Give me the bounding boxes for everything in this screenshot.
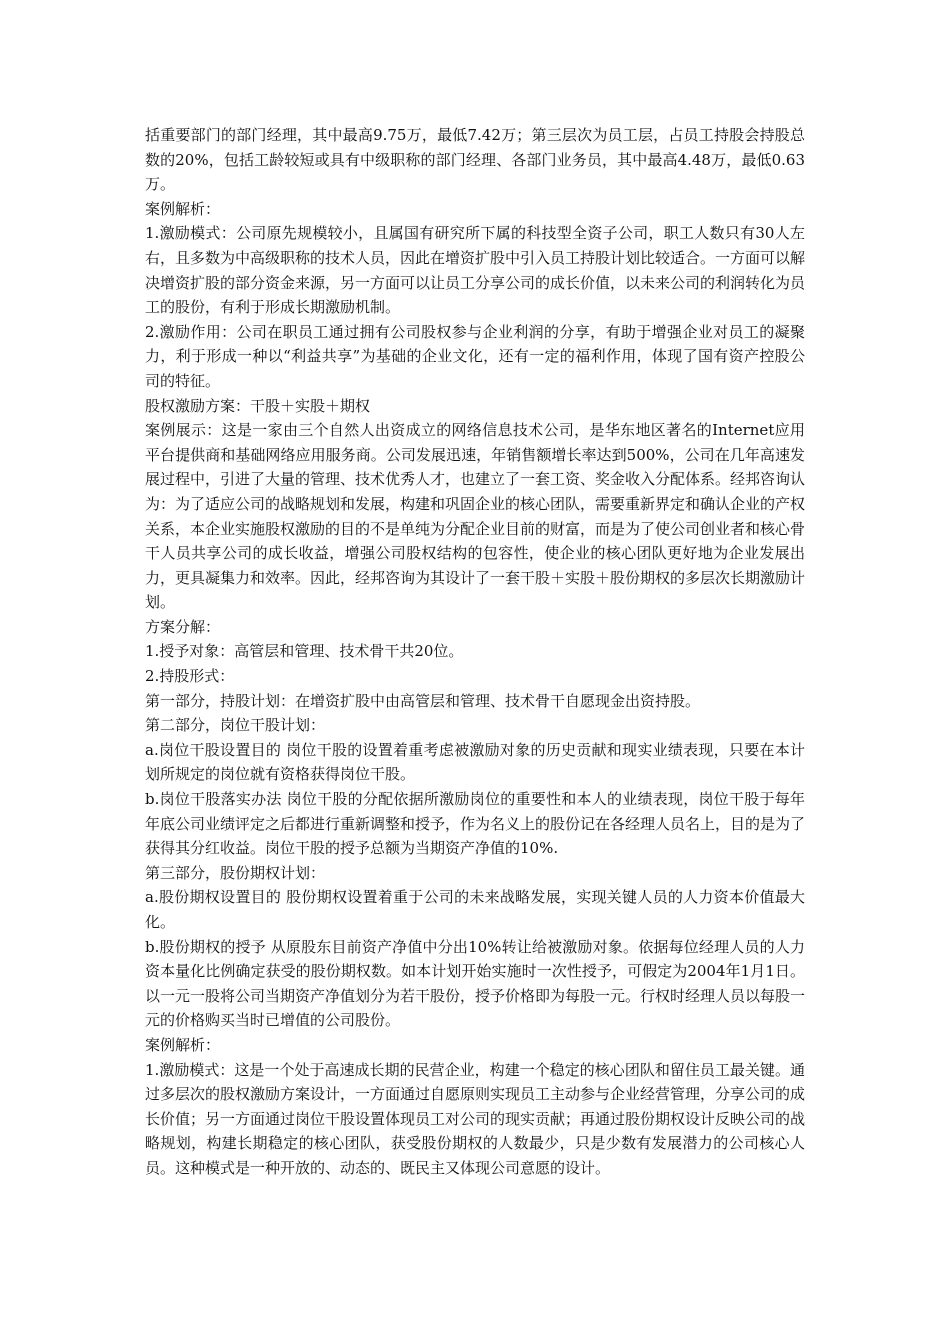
paragraph-heading-case-analysis-2: 案例解析： (145, 1035, 221, 1054)
paragraph-part-two: 第二部分，岗位干股计划： (145, 716, 326, 735)
paragraph-incentive-effect: 2.激励作用：公司在职员工通过拥有公司股权参与企业利润的分享，有助于增强企业对员工的凝聚力，利于形成一种以“利益共享”为基础的企业文化，还有一定的福利作用，体现了国有资产控股公司的特征。 (145, 322, 805, 390)
paragraph-part-two-a: a.岗位干股设置目的 岗位干股的设置着重考虑被激励对象的历史贡献和现实业绩表现，只要在本计划所规定的岗位就有资格获得岗位干股。 (145, 740, 805, 784)
paragraph-grant-target: 1.授予对象：高管层和管理、技术骨干共20位。 (145, 642, 464, 661)
paragraph-part-three-a: a.股份期权设置目的 股份期权设置着重于公司的未来战略发展，实现关键人员的人力资本价值最大化。 (145, 888, 805, 931)
paragraph-heading-plan-breakdown: 方案分解： (145, 617, 221, 636)
paragraph-heading-case-analysis: 案例解析： (145, 199, 221, 218)
paragraph-continuation: 括重要部门的部门经理，其中最高9.75万，最低7.42万；第三层次为员工层，占员工持股会持股总数的20%，包括工龄较短或具有中级职称的部门经理、各部门业务员，其中最高4.48万，最低0.63万。 (145, 126, 805, 194)
paragraph-incentive-mode-2: 1.激励模式：这是一个处于高速成长期的民营企业，构建一个稳定的核心团队和留住员工最关键。通过多层次的股权激励方案设计，一方面通过自愿原则实现员工主动参与企业经营管理，分享公司的成长价值；另一方面通过岗位干股设置体现员工对公司的现实贡献；再通过股份期权设计反映公司的战略规划，构建长期稳定的核心团队，获受股份期权的人数最少，只是少数有发展潜力的公司核心人员。这种模式是一种开放的、动态的、既民主又体现公司意愿的设计。 (145, 1060, 806, 1177)
paragraph-part-three-b: b.股份期权的授予 从原股东目前资产净值中分出10%转让给被激励对象。依据每位经理人员的人力资本量化比例确定获受的股份期权数。如本计划开始实施时一次性授予，可假定为2004年1月1日。以一元一股将公司当期资产净值划分为若干股份，授予价格即为每股一元。行权时经理人员以每股一元的价格购买当时已增值的公司股份。 (145, 937, 806, 1030)
paragraph-case-display: 案例展示：这是一家由三个自然人出资成立的网络信息技术公司，是华东地区著名的Internet应用平台提供商和基础网络应用服务商。公司发展迅速，年销售额增长率达到500%，公司在几年高速发展过程中，引进了大量的管理、技术优秀人才，也建立了一套工资、奖金收入分配体系。经邦咨询认为：为了适应公司的战略规划和发展，构建和巩固企业的核心团队，需要重新界定和确认企业的产权关系，本企业实施股权激励的目的不是单纯为分配企业目前的财富，而是为了使公司创业者和核心骨干人员共享公司的成长收益，增强公司股权结构的包容性，使企业的核心团队更好地为企业发展出力，更具凝集力和效率。因此，经邦咨询为其设计了一套干股＋实股＋股份期权的多层次长期激励计划。 (145, 421, 806, 612)
paragraph-part-two-b: b.岗位干股落实办法 岗位干股的分配依据所激励岗位的重要性和本人的业绩表现，岗位干股于每年年底公司业绩评定之后都进行重新调整和授予，作为名义上的股份记在各经理人员名上，目的是为了获得其分红收益。岗位干股的授予总额为当期资产净值的10%. (145, 790, 806, 858)
paragraph-part-three: 第三部分，股份期权计划： (145, 863, 326, 882)
paragraph-heading-equity-plan: 股权激励方案：干股＋实股＋期权 (145, 396, 371, 415)
paragraph-holding-form: 2.持股形式： (145, 667, 235, 686)
paragraph-part-one: 第一部分，持股计划：在增资扩股中由高管层和管理、技术骨干自愿现金出资持股。 (145, 691, 701, 710)
document-page (145, 123, 805, 1181)
paragraph-incentive-mode: 1.激励模式：公司原先规模较小，且属国有研究所下属的科技型全资子公司，职工人数只有30人左右，且多数为中高级职称的技术人员，因此在增资扩股中引入员工持股计划比较适合。一方面可以解决增资扩股的部分资金来源，另一方面可以让员工分享公司的成长价值，以未来公司的利润转化为员工的股份，有利于形成长期激励机制。 (145, 224, 806, 317)
